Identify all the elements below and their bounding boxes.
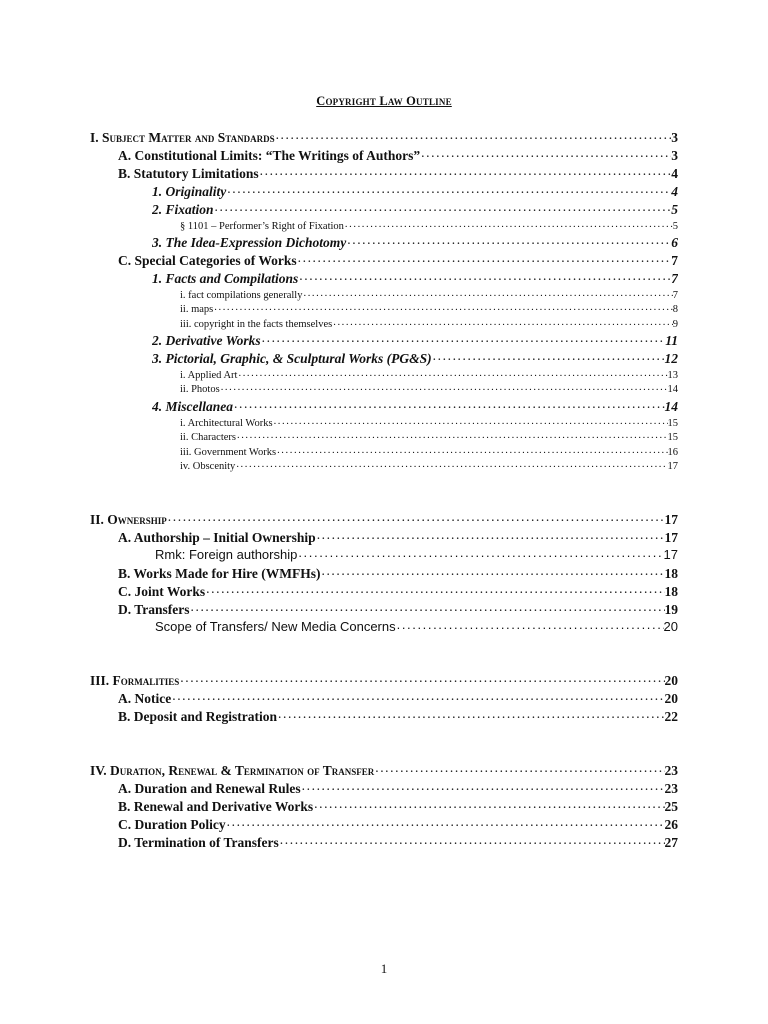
toc-entry[interactable] — [152, 233, 678, 251]
dot-leader — [179, 671, 664, 685]
toc-label: i. Architectural Works — [180, 417, 273, 429]
page-number: 1 — [380, 961, 388, 976]
toc-entry[interactable] — [155, 618, 678, 634]
toc-entry[interactable] — [118, 528, 678, 546]
toc-label: 1. Originality — [152, 183, 227, 199]
dot-leader — [236, 429, 668, 440]
dot-leader — [302, 287, 672, 298]
toc-label: § 1101 – Performer’s Right of Fixation — [180, 220, 344, 232]
toc-page: 19 — [664, 601, 678, 617]
toc-entry[interactable] — [152, 269, 678, 287]
toc-page: 14 — [664, 398, 678, 414]
toc-page: 7 — [671, 252, 678, 268]
toc-entry[interactable] — [118, 797, 678, 815]
toc-label: ii. Characters — [180, 431, 236, 443]
toc-entry[interactable] — [118, 815, 678, 833]
toc-label: B. Deposit and Registration — [118, 708, 278, 724]
toc-entry[interactable] — [118, 164, 678, 182]
toc-page: 14 — [667, 383, 678, 395]
dot-leader — [214, 200, 672, 214]
toc-page: 20 — [664, 672, 678, 688]
toc-page: 18 — [664, 583, 678, 599]
dot-leader — [297, 251, 672, 265]
dot-leader — [190, 600, 665, 614]
toc-entry[interactable] — [118, 833, 678, 851]
toc-entry[interactable] — [152, 397, 678, 415]
toc-entry[interactable] — [118, 564, 678, 582]
toc-page: 17 — [664, 511, 678, 527]
toc-entry[interactable] — [180, 218, 678, 232]
toc-label: 3. The Idea-Expression Dichotomy — [152, 234, 347, 250]
toc-entry-section-3[interactable] — [90, 671, 678, 689]
toc-label: iii. Government Works — [180, 446, 277, 458]
toc-label: 2. Fixation — [152, 201, 214, 217]
toc-entry[interactable] — [118, 689, 678, 707]
toc-label: i. Applied Art — [180, 369, 238, 381]
toc-page: 5 — [671, 201, 678, 217]
dot-leader — [432, 349, 665, 363]
toc-page: 25 — [664, 798, 678, 814]
toc-label: i. fact compilations generally — [180, 289, 303, 301]
toc-entry-section-4[interactable] — [90, 761, 678, 779]
toc-entry[interactable] — [152, 200, 678, 218]
toc-entry[interactable] — [180, 287, 678, 301]
toc-page: 12 — [664, 350, 678, 366]
toc-page: 15 — [667, 431, 678, 443]
dot-leader — [275, 128, 672, 142]
toc-label: B. Statutory Limitations — [118, 165, 259, 181]
toc-entry[interactable] — [152, 331, 678, 349]
dot-leader — [171, 689, 664, 703]
toc-page: 18 — [664, 565, 678, 581]
toc-page: 20 — [664, 690, 678, 706]
dot-leader — [332, 316, 673, 327]
toc-entry[interactable] — [152, 349, 678, 367]
dot-leader — [220, 381, 668, 392]
toc-page: 4 — [671, 183, 678, 199]
dot-leader — [226, 182, 671, 196]
dot-leader — [374, 761, 664, 775]
toc-entry[interactable] — [155, 546, 678, 562]
dot-leader — [316, 528, 665, 542]
toc-page: 22 — [664, 708, 678, 724]
toc-label: iv. Obscenity — [180, 460, 236, 472]
toc-entry[interactable] — [180, 381, 678, 395]
toc-entry[interactable] — [118, 251, 678, 269]
toc-entry[interactable] — [180, 458, 678, 472]
toc-page: 27 — [664, 834, 678, 850]
dot-leader — [298, 269, 671, 283]
toc-label: A. Notice — [118, 690, 172, 706]
dot-leader — [237, 367, 667, 378]
toc-label: C. Duration Policy — [118, 816, 226, 832]
toc-label: A. Constitutional Limits: “The Writings of Authors” — [118, 147, 421, 163]
toc-label: 1. Facts and Compilations — [152, 270, 299, 286]
dot-leader — [313, 797, 664, 811]
toc-page: 15 — [667, 417, 678, 429]
toc-label: A. Duration and Renewal Rules — [118, 780, 301, 796]
toc-page: 17 — [664, 529, 678, 545]
toc-entry[interactable] — [118, 779, 678, 797]
toc-page: 9 — [672, 318, 678, 330]
toc-label: 4. Miscellanea — [152, 398, 233, 414]
toc-page: 17 — [667, 460, 678, 472]
dot-leader — [167, 510, 665, 524]
dot-leader — [273, 415, 668, 426]
toc-page: 20 — [663, 619, 678, 634]
dot-leader — [301, 779, 665, 793]
toc-page: 7 — [672, 289, 678, 301]
toc-entry[interactable] — [118, 707, 678, 725]
toc-page: 3 — [671, 147, 678, 163]
toc-label: I. Subject Matter and Standards — [90, 129, 275, 145]
toc-entry[interactable] — [152, 182, 678, 200]
toc-page: 6 — [671, 234, 678, 250]
toc-page: 16 — [667, 446, 678, 458]
toc-page: 11 — [665, 332, 678, 348]
dot-leader — [320, 564, 664, 578]
toc-entry[interactable] — [118, 146, 678, 164]
toc-page: 4 — [671, 165, 678, 181]
dot-leader — [276, 444, 667, 455]
dot-leader — [213, 301, 673, 312]
toc-page: 3 — [671, 129, 678, 145]
toc-label: A. Authorship – Initial Ownership — [118, 529, 316, 545]
dot-leader — [235, 458, 667, 469]
dot-leader — [420, 146, 671, 160]
toc-entry[interactable] — [180, 301, 678, 315]
toc-label: C. Joint Works — [118, 583, 206, 599]
toc-label: B. Works Made for Hire (WMFHs) — [118, 565, 321, 581]
dot-leader — [279, 833, 665, 847]
toc-page: 17 — [663, 547, 678, 562]
toc-entry-section-1[interactable] — [90, 128, 678, 146]
toc-entry-section-2[interactable] — [90, 510, 678, 528]
toc-label: IV. Duration, Renewal & Termination of Transfer — [90, 762, 375, 778]
toc-label: B. Renewal and Derivative Works — [118, 798, 314, 814]
toc-entry[interactable] — [180, 444, 678, 458]
toc-label: C. Special Categories of Works — [118, 252, 297, 268]
dot-leader — [277, 707, 664, 721]
toc-entry[interactable] — [180, 429, 678, 443]
toc-page: 5 — [672, 220, 678, 232]
toc-entry[interactable] — [180, 415, 678, 429]
toc-label: 2. Derivative Works — [152, 332, 261, 348]
toc-entry[interactable] — [180, 316, 678, 330]
dot-leader — [261, 331, 666, 345]
toc-page: 23 — [664, 762, 678, 778]
dot-leader — [396, 618, 664, 631]
toc-page: 26 — [664, 816, 678, 832]
toc-label: II. Ownership — [90, 511, 167, 527]
toc-label: Scope of Transfers/ New Media Concerns — [155, 619, 396, 634]
toc-label: iii. copyright in the facts themselves — [180, 318, 333, 330]
toc-label: 3. Pictorial, Graphic, & Sculptural Works (PG&S) — [152, 350, 432, 366]
toc-entry[interactable] — [118, 600, 678, 618]
dot-leader — [344, 218, 673, 229]
toc-entry[interactable] — [118, 582, 678, 600]
dot-leader — [226, 815, 665, 829]
dot-leader — [297, 546, 663, 559]
toc-page: 7 — [671, 270, 678, 286]
toc-page: 8 — [672, 303, 678, 315]
dot-leader — [205, 582, 664, 596]
dot-leader — [233, 397, 665, 411]
toc-page: 13 — [667, 369, 678, 381]
toc-entry[interactable] — [180, 367, 678, 381]
toc-label: ii. maps — [180, 303, 214, 315]
dot-leader — [259, 164, 672, 178]
toc-label: ii. Photos — [180, 383, 220, 395]
toc-label: Rmk: Foreign authorship — [155, 547, 298, 562]
toc-page: 23 — [664, 780, 678, 796]
toc-label: III. Formalities — [90, 672, 180, 688]
toc-label: D. Transfers — [118, 601, 190, 617]
dot-leader — [346, 233, 671, 247]
page-title: Copyright Law Outline — [316, 94, 452, 108]
toc-label: D. Termination of Transfers — [118, 834, 279, 850]
